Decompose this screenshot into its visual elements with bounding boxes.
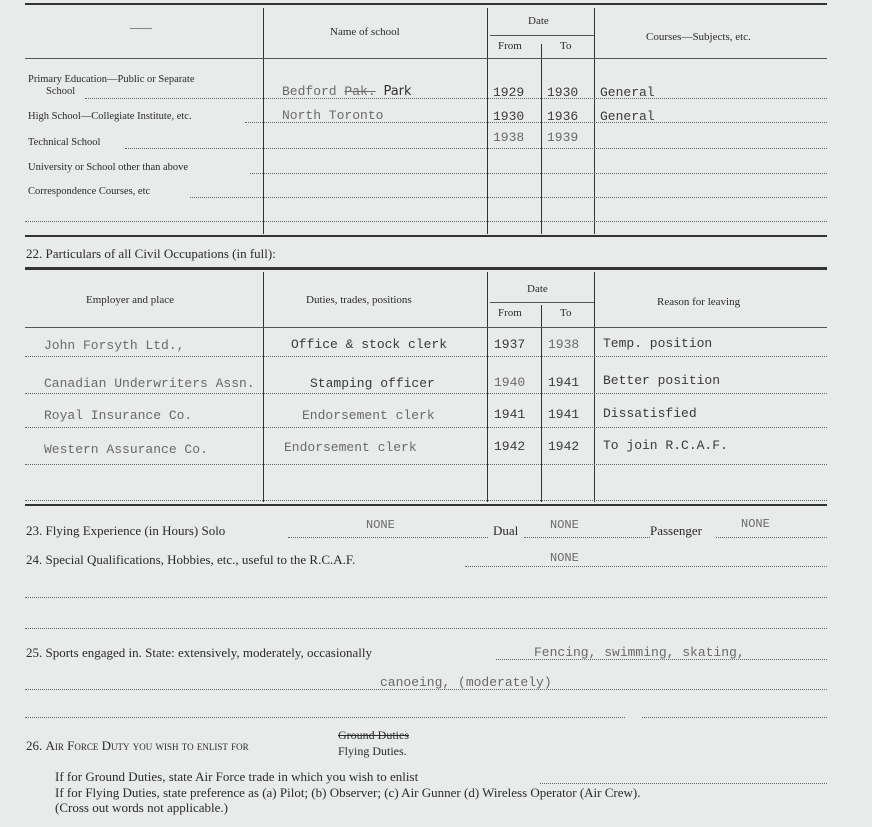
- flying-duties-option: Flying Duties.: [338, 744, 407, 758]
- edu-row-label-cont: School: [46, 86, 76, 97]
- edu-from-value: 1929: [493, 85, 525, 100]
- flying-passenger-line: [716, 537, 827, 538]
- edu-school-value: North Toronto: [282, 108, 384, 123]
- edu-to-value: 1939: [547, 130, 579, 145]
- ground-duties-option-struck: Ground Duties: [338, 728, 409, 742]
- occ-header-rule: [25, 327, 827, 328]
- occ-header-to: To: [560, 307, 572, 319]
- occ-reason-value: Better position: [603, 373, 721, 388]
- edu-blank-line: [25, 221, 827, 222]
- occ-employer-value: Canadian Underwriters Assn.: [44, 376, 255, 391]
- edu-col-divider-1: [263, 8, 264, 234]
- edu-col-divider-3: [541, 44, 542, 234]
- occ-col-divider-2: [487, 272, 488, 502]
- occ-col-divider-1: [263, 272, 264, 502]
- edu-from-value: 1938: [493, 130, 525, 145]
- ground-duties-trade-line: [540, 783, 827, 784]
- occ-employer-value: Royal Insurance Co.: [44, 408, 193, 423]
- occ-top-rule: [25, 267, 827, 270]
- edu-row-line: [190, 197, 827, 198]
- flying-experience-label: 23. Flying Experience (in Hours) Solo: [26, 523, 226, 538]
- sports-line-3a: [25, 717, 625, 718]
- edu-header-to: To: [560, 40, 572, 52]
- edu-row-label: High School—Collegiate Institute, etc.: [28, 111, 192, 122]
- occ-col-divider-3: [541, 305, 542, 502]
- qualifications-line: [465, 566, 827, 567]
- air-force-duty-label: 26. Air Force Duty you wish to enlist for: [26, 738, 249, 753]
- occ-header-from: From: [498, 307, 522, 319]
- edu-row-label: Correspondence Courses, etc: [28, 186, 151, 197]
- edu-header-from: From: [498, 40, 522, 52]
- occ-row-line: [25, 393, 827, 394]
- occ-from-value: 1937: [494, 337, 526, 352]
- edu-to-value: 1930: [547, 85, 579, 100]
- edu-row-label: Primary Education—Public or Separate: [28, 74, 195, 85]
- edu-row-label: University or School other than above: [28, 162, 189, 173]
- occ-to-value: 1938: [548, 337, 580, 352]
- occ-duties-value: Office & stock clerk: [291, 337, 448, 352]
- edu-row-line: [85, 98, 827, 99]
- flying-duties-preference-label: If for Flying Duties, state preference as (a) Pilot; (b) Observer; (c) Air Gunner (d) Wireless Operator (Air Crew).: [55, 785, 641, 800]
- ground-duties-trade-label: If for Ground Duties, state Air Force trade in which you wish to enlist: [55, 769, 419, 784]
- edu-date-subrule: [490, 35, 594, 36]
- edu-bottom-rule: [25, 235, 827, 237]
- edu-row-line: [250, 173, 827, 174]
- edu-col-divider-4: [594, 8, 595, 234]
- flying-dual-value: NONE: [550, 518, 579, 532]
- occ-duties-value: Stamping officer: [310, 376, 435, 391]
- flying-passenger-value: NONE: [741, 517, 770, 531]
- occ-bottom-rule: [25, 504, 827, 506]
- edu-row-label: Technical School: [28, 137, 101, 148]
- occ-row-line: [25, 464, 827, 465]
- occ-reason-value: Temp. position: [603, 336, 713, 351]
- occ-from-value: 1941: [494, 407, 526, 422]
- flying-solo-value: NONE: [366, 518, 395, 532]
- occ-employer-value: John Forsyth Ltd.,: [44, 338, 185, 353]
- occ-to-value: 1941: [548, 407, 580, 422]
- occ-from-value: 1942: [494, 439, 526, 454]
- sports-label: 25. Sports engaged in. State: extensively, moderately, occasionally: [26, 645, 372, 660]
- occ-duties-value: Endorsement clerk: [302, 408, 435, 423]
- occ-to-value: 1941: [548, 375, 580, 390]
- occ-header-reason: Reason for leaving: [657, 296, 741, 308]
- edu-header-name-of-school: Name of school: [330, 26, 400, 38]
- edu-row-line: [125, 148, 827, 149]
- flying-dual-line: [524, 537, 650, 538]
- occ-blank-line: [25, 500, 827, 501]
- occ-reason-value: To join R.C.A.F.: [603, 438, 728, 453]
- occ-header-duties: Duties, trades, positions: [306, 294, 412, 306]
- flying-passenger-label: Passenger: [650, 523, 702, 538]
- qualifications-value: NONE: [550, 551, 579, 565]
- occ-reason-value: Dissatisfied: [603, 406, 697, 421]
- occ-row-line: [25, 356, 827, 357]
- top-border: [25, 3, 827, 5]
- edu-col-divider-2: [487, 8, 488, 234]
- edu-school-struck: Pak.: [344, 84, 376, 99]
- flying-solo-line: [288, 537, 488, 538]
- occupations-title: 22. Particulars of all Civil Occupations (in full):: [26, 246, 276, 261]
- edu-to-value: 1936: [547, 109, 579, 124]
- occ-duties-value: Endorsement clerk: [284, 440, 417, 455]
- sports-value-2: canoeing, (moderately): [380, 675, 552, 690]
- sports-value-1: Fencing, swimming, skating,: [534, 645, 745, 660]
- edu-header-blank: ——: [130, 22, 152, 34]
- occ-header-date: Date: [527, 283, 548, 295]
- occ-header-employer: Employer and place: [86, 294, 174, 306]
- occ-date-subrule: [490, 302, 594, 303]
- edu-school-value: Bedford Pak. Park: [282, 84, 412, 99]
- occ-from-value: 1940: [494, 375, 526, 390]
- occ-employer-value: Western Assurance Co.: [44, 442, 208, 457]
- occ-col-divider-4: [594, 272, 595, 502]
- qualifications-line-2: [25, 597, 827, 598]
- qualifications-line-3: [25, 628, 827, 629]
- qualifications-label: 24. Special Qualifications, Hobbies, etc., useful to the R.C.A.F.: [26, 552, 356, 567]
- edu-header-date: Date: [528, 15, 549, 27]
- occ-row-line: [25, 427, 827, 428]
- edu-school-handwritten: Park: [383, 84, 412, 99]
- flying-dual-label: Dual: [493, 523, 519, 538]
- edu-from-value: 1930: [493, 109, 525, 124]
- edu-header-rule: [25, 58, 827, 59]
- edu-header-courses: Courses—Subjects, etc.: [646, 31, 751, 43]
- sports-line-3b: [642, 717, 827, 718]
- occ-to-value: 1942: [548, 439, 580, 454]
- edu-courses-value: General: [600, 85, 655, 100]
- cross-out-note: (Cross out words not applicable.): [55, 800, 228, 815]
- edu-courses-value: General: [600, 109, 655, 124]
